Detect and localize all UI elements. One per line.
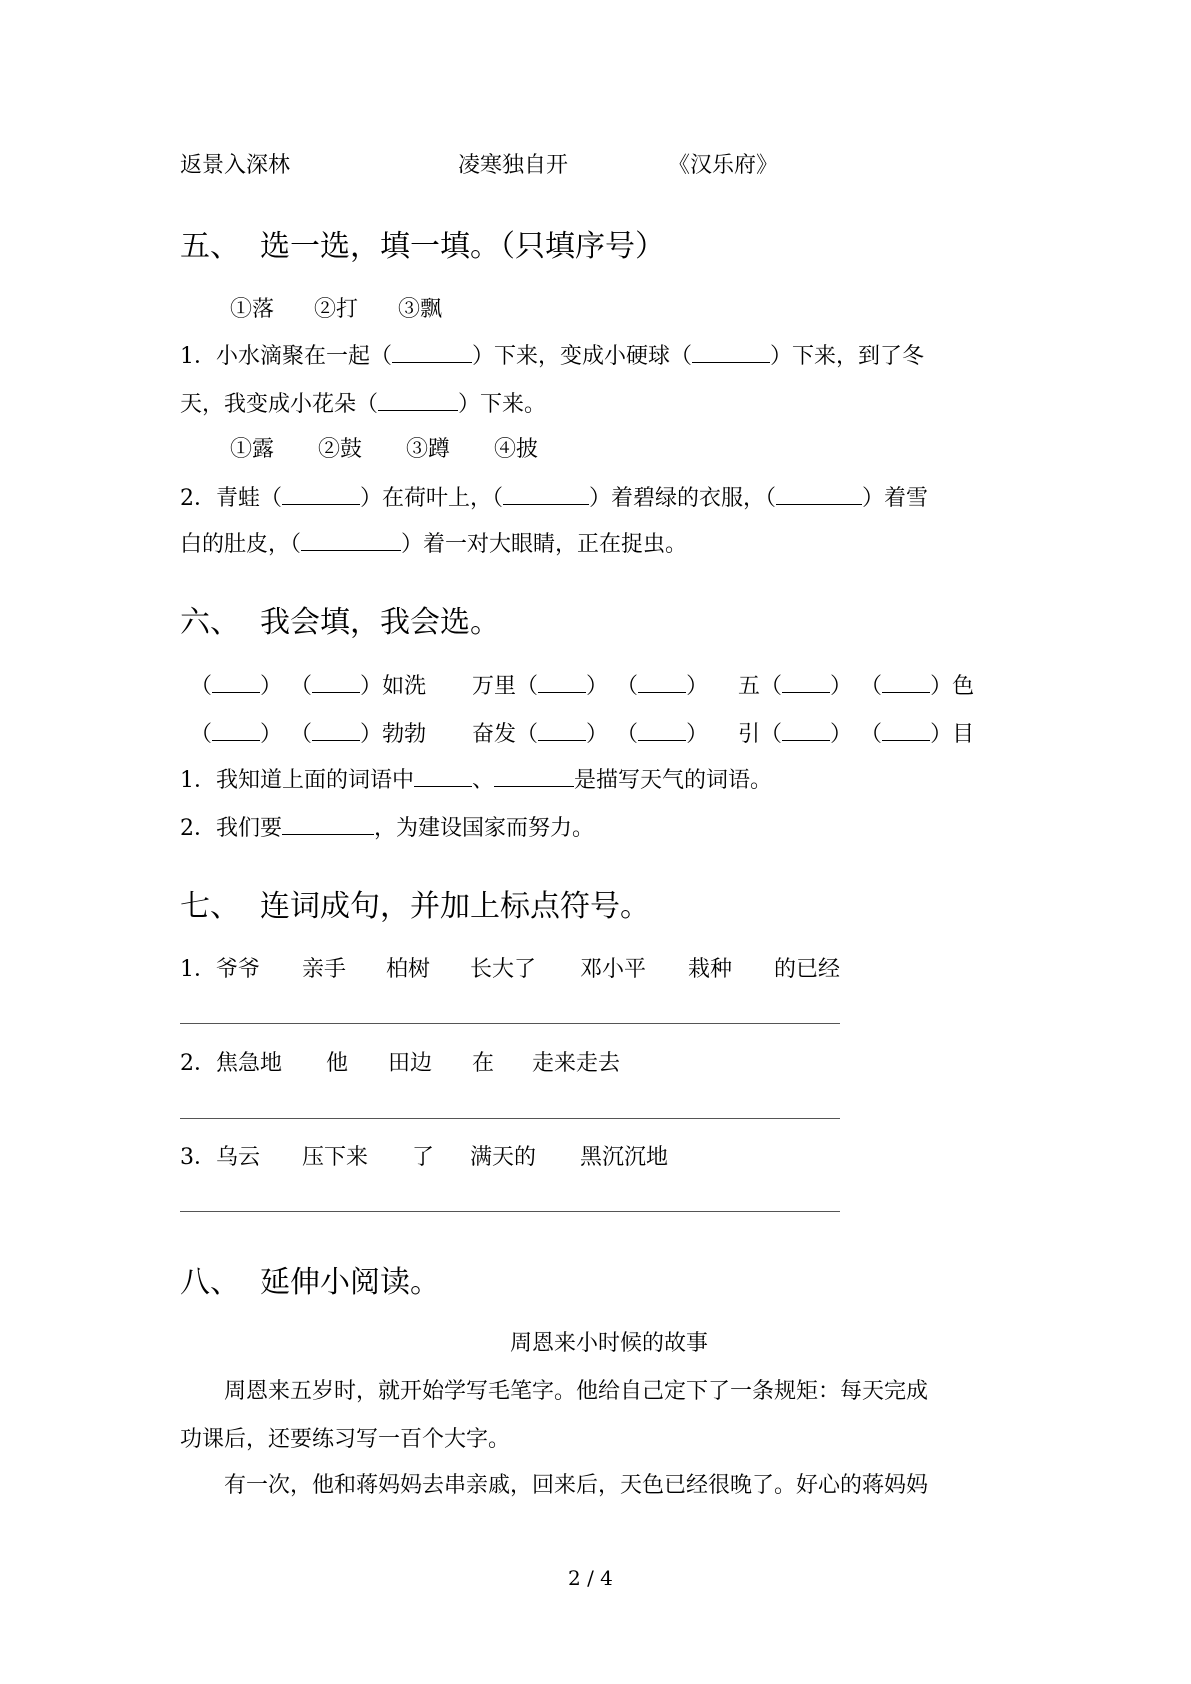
blank[interactable] (538, 720, 586, 741)
q7-1-word: 1．爷爷 (180, 957, 260, 982)
section-7-number: 七、 (180, 889, 240, 924)
q6-1 (180, 766, 772, 795)
q5-2-line-2 (180, 530, 687, 559)
blank[interactable] (392, 342, 472, 363)
blank[interactable] (282, 484, 360, 505)
text: 1．我知道上面的词语中 (180, 768, 414, 793)
blank[interactable] (503, 484, 589, 505)
answer-line[interactable] (180, 1211, 840, 1212)
text: ）在荷叶上，（ (360, 486, 504, 511)
text: 引 (738, 722, 761, 747)
q5-2-line-1 (180, 484, 928, 513)
option: ②鼓 (318, 437, 363, 462)
text: 2．我们要 (180, 816, 282, 841)
q7-3-word: 满天的 (470, 1145, 537, 1170)
answer-line[interactable] (180, 1023, 840, 1024)
q5-1-line-1 (180, 342, 924, 371)
q7-2-word: 走来走去 (532, 1051, 621, 1076)
story-paragraph-2-line-1: 有一次，他和蒋妈妈去串亲戚，回来后，天色已经很晚了。好心的蒋妈妈 (224, 1473, 929, 1498)
section-8-heading (180, 1264, 440, 1302)
section-8-title: 延伸小阅读。 (260, 1265, 440, 1300)
text: 如洗 (382, 674, 427, 699)
section-5-options-2 (230, 436, 538, 464)
blank[interactable] (882, 720, 930, 741)
text: ）下来，变成小硬球（ (472, 344, 693, 369)
text: ）着雪 (862, 486, 929, 511)
q7-1-word: 邓小平 (580, 957, 647, 982)
text: 是描写天气的词语。 (574, 768, 773, 793)
q7-1-word: 长大了 (470, 957, 537, 982)
blank[interactable] (378, 390, 458, 411)
option: ④披 (494, 437, 539, 462)
section-5-title: 选一选，填一填。（只填序号） (260, 229, 665, 264)
q7-3-word: 了 (412, 1145, 435, 1170)
blank[interactable] (638, 720, 686, 741)
poem-line-2: 凌寒独自开 (458, 153, 569, 178)
blank[interactable] (638, 672, 686, 693)
text: 奋发 (472, 722, 517, 747)
blank[interactable] (212, 672, 260, 693)
blank[interactable] (282, 814, 374, 835)
text: ）着一对大眼睛，正在捉虫。 (401, 532, 688, 557)
text: 五 (738, 674, 761, 699)
blank[interactable] (692, 342, 770, 363)
q7-2-word: 2．焦急地 (180, 1051, 282, 1076)
section-5-heading (180, 228, 665, 266)
story-paragraph-1-line-1: 周恩来五岁时，就开始学写毛笔字。他给自己定下了一条规矩：每天完成 (224, 1379, 929, 1404)
q7-3-word: 3．乌云 (180, 1145, 260, 1170)
text: 万里 (472, 674, 517, 699)
option: ③飘 (398, 297, 443, 322)
text: 1．小水滴聚在一起（ (180, 344, 392, 369)
blank[interactable] (782, 720, 830, 741)
blank[interactable] (414, 766, 472, 787)
option: ①露 (230, 437, 275, 462)
idiom-2: 万里（ ） （ ） (472, 674, 709, 699)
text: ，为建设国家而努力。 (374, 816, 595, 841)
idiom-5: 奋发（ ） （ ） (472, 722, 709, 747)
section-6-title: 我会填，我会选。 (260, 605, 500, 640)
idiom-3: 五（ ） （ ）色 (738, 674, 975, 699)
page-number: 2 / 4 (568, 1566, 613, 1590)
blank[interactable] (301, 530, 401, 551)
section-5-number: 五、 (180, 229, 240, 264)
section-7-heading (180, 888, 650, 926)
section-7-title: 连词成句，并加上标点符号。 (260, 889, 650, 924)
q7-1-word: 柏树 (386, 957, 431, 982)
q7-2-word: 田边 (388, 1051, 433, 1076)
q7-3-word: 黑沉沉地 (580, 1145, 669, 1170)
option: ②打 (314, 297, 359, 322)
poem-line-1: 返景入深林 (180, 153, 291, 178)
q5-1-line-2 (180, 390, 546, 419)
answer-line[interactable] (180, 1118, 840, 1119)
option: ③蹲 (406, 437, 451, 462)
q7-1-word: 亲手 (302, 957, 347, 982)
blank[interactable] (312, 672, 360, 693)
story-paragraph-1-line-2: 功课后，还要练习写一百个大字。 (180, 1427, 511, 1452)
q7-1-word: 的已经 (774, 957, 841, 982)
text: ）下来。 (458, 392, 547, 417)
text: 、 (472, 768, 495, 793)
section-8-number: 八、 (180, 1265, 240, 1300)
poem-source: 《汉乐府》 (668, 153, 779, 178)
text: 色 (952, 674, 975, 699)
blank[interactable] (212, 720, 260, 741)
text: ）下来，到了冬 (770, 344, 925, 369)
blank[interactable] (882, 672, 930, 693)
text: 白的肚皮，（ (180, 532, 302, 557)
blank[interactable] (312, 720, 360, 741)
section-6-number: 六、 (180, 605, 240, 640)
q7-2-word: 在 (472, 1051, 495, 1076)
idiom-4: （ ） （ ）勃勃 (190, 722, 427, 747)
q7-1-word: 栽种 (688, 957, 733, 982)
blank[interactable] (776, 484, 862, 505)
q6-2 (180, 814, 594, 843)
idiom-1: （ ） （ ）如洗 (190, 674, 427, 699)
blank[interactable] (494, 766, 574, 787)
section-5-options-1 (230, 296, 442, 324)
text: 2．青蛙（ (180, 486, 282, 511)
idiom-6: 引（ ） （ ）目 (738, 722, 975, 747)
text: 天，我变成小花朵（ (180, 392, 379, 417)
option: ①落 (230, 297, 275, 322)
section-6-heading (180, 604, 500, 642)
text: ）着碧绿的衣服，（ (589, 486, 777, 511)
blank[interactable] (782, 672, 830, 693)
blank[interactable] (538, 672, 586, 693)
text: 目 (952, 722, 975, 747)
q7-3-word: 压下来 (302, 1145, 369, 1170)
q7-2-word: 他 (326, 1051, 349, 1076)
story-title: 周恩来小时候的故事 (510, 1331, 709, 1356)
text: 勃勃 (382, 722, 427, 747)
